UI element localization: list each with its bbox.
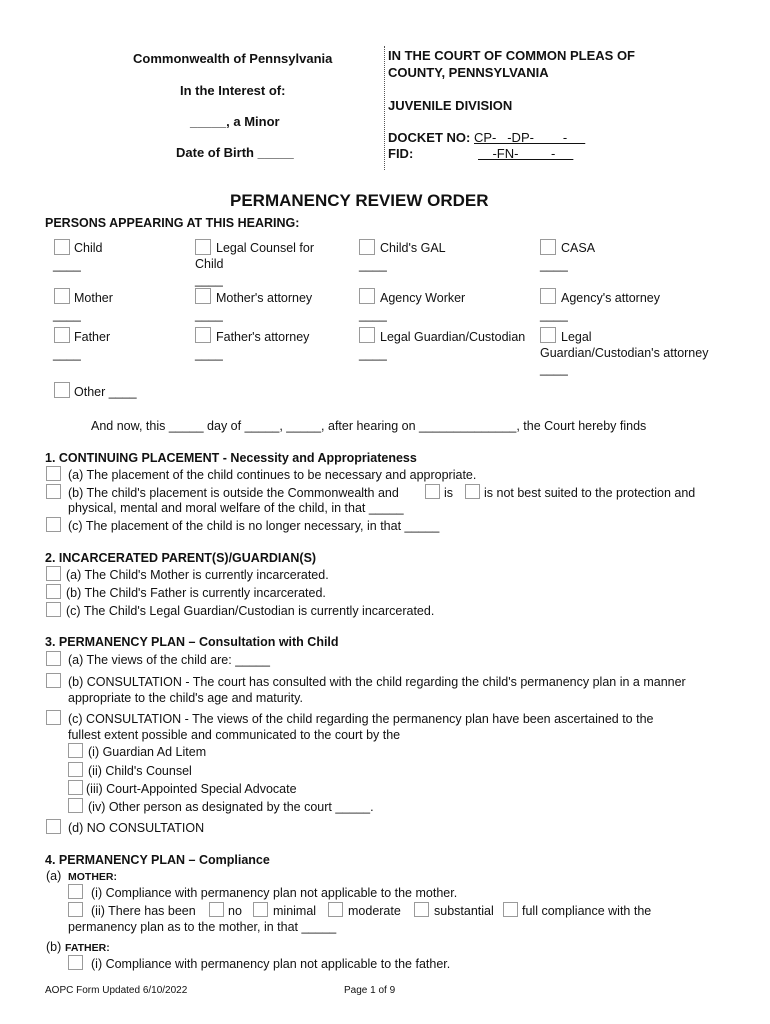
commonwealth-label: Commonwealth of Pennsylvania bbox=[133, 51, 333, 66]
s2c-checkbox[interactable] bbox=[46, 602, 61, 617]
s2a-text: (a) The Child's Mother is currently incarcerated. bbox=[66, 568, 329, 582]
fathers-attorney-blank[interactable]: ____ bbox=[195, 347, 223, 361]
s3c-text-2: fullest extent possible and communicated to the court by the bbox=[68, 728, 401, 742]
casa-checkbox[interactable] bbox=[540, 239, 556, 255]
s1b-isnot-checkbox[interactable] bbox=[465, 484, 480, 499]
s3civ-text[interactable]: (iv) Other person as designated by the court _____. bbox=[88, 800, 374, 814]
s3ci-checkbox[interactable] bbox=[68, 743, 83, 758]
s2a-checkbox[interactable] bbox=[46, 566, 61, 581]
s1b-is-checkbox[interactable] bbox=[425, 484, 440, 499]
lg-attorney-checkbox[interactable] bbox=[540, 327, 556, 343]
s4-m-ii-text-2[interactable]: permanency plan as to the mother, in that _____ bbox=[68, 920, 337, 934]
casa-blank[interactable]: ____ bbox=[540, 258, 568, 272]
father-checkbox[interactable] bbox=[54, 327, 70, 343]
mothers-attorney-checkbox[interactable] bbox=[195, 288, 211, 304]
legal-counsel-label: Legal Counsel for bbox=[216, 241, 314, 255]
childs-gal-blank[interactable]: ____ bbox=[359, 258, 387, 272]
mother-blank[interactable]: ____ bbox=[53, 308, 81, 322]
s4-m-ii-text: (ii) There has been bbox=[91, 904, 196, 918]
s2c-text: (c) The Child's Legal Guardian/Custodian is currently incarcerated. bbox=[66, 604, 435, 618]
father-blank[interactable]: ____ bbox=[53, 347, 81, 361]
s3a-text[interactable]: (a) The views of the child are: _____ bbox=[68, 653, 270, 667]
s1b-isnot-label: is not best suited to the protection and bbox=[484, 486, 696, 500]
header-divider bbox=[384, 46, 385, 170]
s4-m-no-checkbox[interactable] bbox=[209, 902, 224, 917]
s4-m-i-text: (i) Compliance with permanency plan not applicable to the mother. bbox=[91, 886, 458, 900]
childs-gal-checkbox[interactable] bbox=[359, 239, 375, 255]
s3cii-text: (ii) Child's Counsel bbox=[88, 764, 192, 778]
agency-worker-label: Agency Worker bbox=[380, 291, 466, 305]
docket-label: DOCKET NO: bbox=[388, 130, 471, 145]
s3ci-text: (i) Guardian Ad Litem bbox=[88, 745, 207, 759]
s4-father-label: FATHER: bbox=[65, 942, 110, 954]
fid-field[interactable]: -FN- - bbox=[478, 146, 574, 161]
s4a-label: (a) bbox=[46, 869, 62, 883]
s1a-text: (a) The placement of the child continues to be necessary and appropriate. bbox=[68, 468, 477, 482]
section-1-heading: 1. CONTINUING PLACEMENT - Necessity and Appropriateness bbox=[45, 451, 417, 465]
s4-f-i-text: (i) Compliance with permanency plan not applicable to the father. bbox=[91, 957, 451, 971]
fathers-attorney-label: Father's attorney bbox=[216, 330, 310, 344]
form-footer: AOPC Form Updated 6/10/2022 bbox=[45, 985, 188, 996]
section-4-heading: 4. PERMANENCY PLAN – Compliance bbox=[45, 853, 270, 867]
mother-label: Mother bbox=[74, 291, 113, 305]
s3b-text: (b) CONSULTATION - The court has consulted with the child regarding the child's permanency plan in a manner bbox=[68, 675, 686, 689]
s1a-checkbox[interactable] bbox=[46, 466, 61, 481]
interest-label: In the Interest of: bbox=[180, 83, 286, 98]
legal-guardian-checkbox[interactable] bbox=[359, 327, 375, 343]
dob-field[interactable]: Date of Birth _____ bbox=[176, 145, 294, 160]
child-checkbox[interactable] bbox=[54, 239, 70, 255]
s4-m-substantial-label: substantial bbox=[434, 904, 494, 918]
court-line-2: COUNTY, PENNSYLVANIA bbox=[388, 65, 549, 80]
s4-m-moderate-label: moderate bbox=[348, 904, 401, 918]
child-label: Child bbox=[74, 241, 103, 255]
s1b-text: (b) The child's placement is outside the Commonwealth and bbox=[68, 486, 399, 500]
s4-m-minimal-checkbox[interactable] bbox=[253, 902, 268, 917]
section-3-heading: 3. PERMANENCY PLAN – Consultation with Child bbox=[45, 635, 339, 649]
other-label[interactable]: Other ____ bbox=[74, 385, 137, 399]
s4-f-i-checkbox[interactable] bbox=[68, 955, 83, 970]
s4b-label: (b) bbox=[46, 940, 62, 954]
lg-attorney-label: Legal bbox=[561, 330, 592, 344]
s4-m-i-checkbox[interactable] bbox=[68, 884, 83, 899]
s2b-text: (b) The Child's Father is currently incarcerated. bbox=[66, 586, 326, 600]
s3c-text: (c) CONSULTATION - The views of the child regarding the permanency plan have been ascertained to the bbox=[68, 712, 654, 726]
fid-label: FID: bbox=[388, 146, 414, 161]
agencys-attorney-label: Agency's attorney bbox=[561, 291, 660, 305]
agency-worker-blank[interactable]: ____ bbox=[359, 308, 387, 322]
mother-checkbox[interactable] bbox=[54, 288, 70, 304]
legal-guardian-blank[interactable]: ____ bbox=[359, 347, 387, 361]
mothers-attorney-label: Mother's attorney bbox=[216, 291, 313, 305]
s3cii-checkbox[interactable] bbox=[68, 762, 83, 777]
child-blank[interactable]: ____ bbox=[53, 258, 81, 272]
s4-m-substantial-checkbox[interactable] bbox=[414, 902, 429, 917]
s2b-checkbox[interactable] bbox=[46, 584, 61, 599]
s3civ-checkbox[interactable] bbox=[68, 798, 83, 813]
s3b-checkbox[interactable] bbox=[46, 673, 61, 688]
agencys-attorney-checkbox[interactable] bbox=[540, 288, 556, 304]
lg-attorney-label-2: Guardian/Custodian's attorney bbox=[540, 346, 709, 360]
s1b-is-label: is bbox=[444, 486, 454, 500]
s1c-checkbox[interactable] bbox=[46, 517, 61, 532]
s4-m-minimal-label: minimal bbox=[273, 904, 317, 918]
s4-mother-label: MOTHER: bbox=[68, 871, 117, 883]
s1b-checkbox[interactable] bbox=[46, 484, 61, 499]
agency-worker-checkbox[interactable] bbox=[359, 288, 375, 304]
s4-m-full-label: full compliance with the bbox=[522, 904, 652, 918]
legal-guardian-label: Legal Guardian/Custodian bbox=[380, 330, 526, 344]
s3a-checkbox[interactable] bbox=[46, 651, 61, 666]
childs-gal-label: Child's GAL bbox=[380, 241, 446, 255]
page-title: PERMANENCY REVIEW ORDER bbox=[230, 191, 489, 210]
lg-attorney-blank[interactable]: ____ bbox=[540, 362, 568, 376]
intro-text: And now, this _____ day of _____, _____, after hearing on ______________, the Court hereby finds bbox=[91, 419, 647, 433]
other-checkbox[interactable] bbox=[54, 382, 70, 398]
s4-m-no-label: no bbox=[228, 904, 242, 918]
s4-m-full-checkbox[interactable] bbox=[503, 902, 518, 917]
page-number: Page 1 of 9 bbox=[344, 985, 396, 996]
mothers-attorney-blank[interactable]: ____ bbox=[195, 308, 223, 322]
court-line-1: IN THE COURT OF COMMON PLEAS OF bbox=[388, 48, 635, 63]
s4-m-moderate-checkbox[interactable] bbox=[328, 902, 343, 917]
fathers-attorney-checkbox[interactable] bbox=[195, 327, 211, 343]
s3d-checkbox[interactable] bbox=[46, 819, 61, 834]
s3c-checkbox[interactable] bbox=[46, 710, 61, 725]
s1c-text[interactable]: (c) The placement of the child is no longer necessary, in that _____ bbox=[68, 519, 440, 533]
section-2-heading: 2. INCARCERATED PARENT(S)/GUARDIAN(S) bbox=[45, 551, 317, 565]
s3ciii-checkbox[interactable] bbox=[68, 780, 83, 795]
minor-field[interactable]: _____, a Minor bbox=[190, 114, 280, 129]
casa-label: CASA bbox=[561, 241, 596, 255]
s1b-text-2[interactable]: physical, mental and moral welfare of the child, in that _____ bbox=[68, 501, 404, 515]
division-label: JUVENILE DIVISION bbox=[388, 98, 513, 113]
father-label: Father bbox=[74, 330, 111, 344]
agencys-attorney-blank[interactable]: ____ bbox=[540, 308, 568, 322]
persons-heading: PERSONS APPEARING AT THIS HEARING: bbox=[45, 216, 300, 230]
legal-counsel-checkbox[interactable] bbox=[195, 239, 211, 255]
legal-counsel-blank[interactable]: ____ bbox=[195, 273, 223, 287]
docket-field[interactable]: CP- -DP- - bbox=[474, 130, 586, 145]
s3ciii-text: (iii) Court-Appointed Special Advocate bbox=[86, 782, 297, 796]
s3d-text: (d) NO CONSULTATION bbox=[68, 821, 205, 835]
s3b-text-2: appropriate to the child's age and maturity. bbox=[68, 691, 303, 705]
legal-counsel-label-2: Child bbox=[195, 257, 224, 271]
s4-m-ii-checkbox[interactable] bbox=[68, 902, 83, 917]
